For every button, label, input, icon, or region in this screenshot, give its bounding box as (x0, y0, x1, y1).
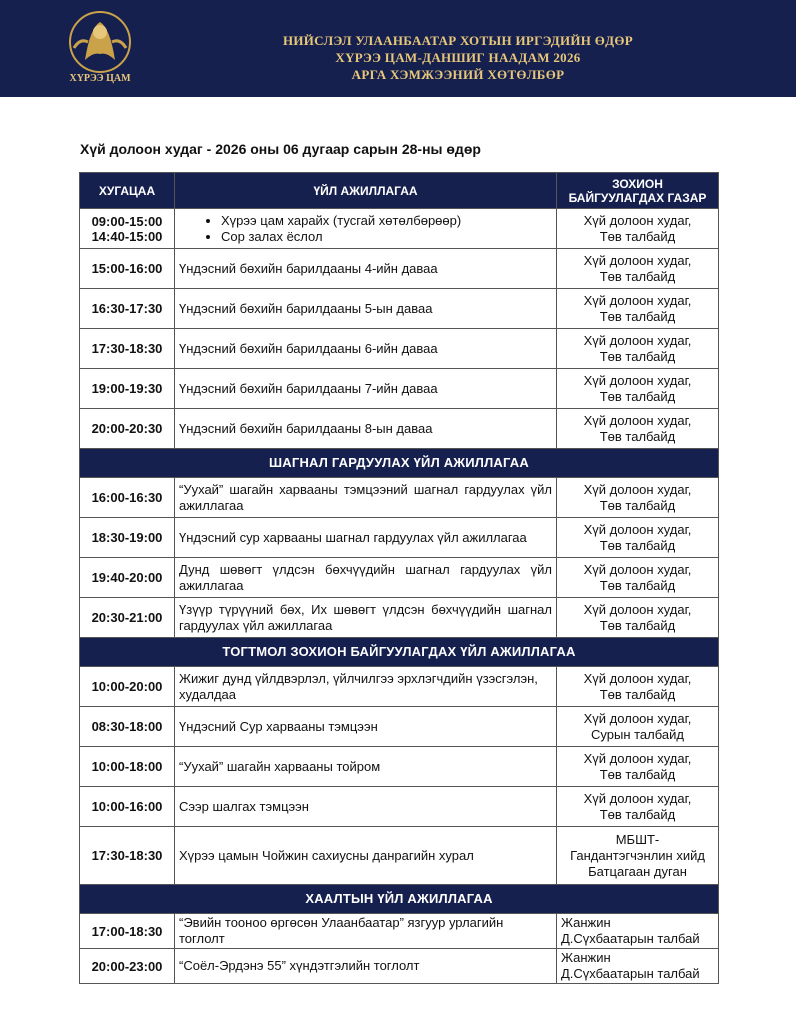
schedule-table (79, 172, 719, 984)
column-header-time: ХУГАЦАА (80, 173, 175, 209)
page-title (160, 32, 756, 83)
table-row (80, 949, 719, 984)
activity-cell: Үндэсний бөхийн барилдааны 6-ийн даваа (175, 329, 557, 369)
schedule-date-heading: Хүй долоон худаг - 2026 оны 06 дугаар сарын 28-ны өдөр (80, 141, 481, 157)
time-cell: 20:30-21:00 (80, 598, 175, 638)
activity-cell: Үндэсний сур харвааны шагнал гардуулах үйл ажиллагаа (175, 518, 557, 558)
time-cell: 08:30-18:00 (80, 707, 175, 747)
title-line-2: ХҮРЭЭ ЦАМ-ДАНШИГ НААДАМ 2026 (335, 50, 581, 65)
bullet-item: • Хүрээ цам харайх (тусгай хөтөлбөрөөр) (221, 213, 552, 229)
table-row (80, 747, 719, 787)
table-row (80, 478, 719, 518)
place-cell: МБШТ- Гандантэгчэнлин хийд Батцагаан дуган (557, 827, 719, 885)
place-cell: Хүй долоон худаг, Төв талбайд (557, 209, 719, 249)
place-cell: Хүй долоон худаг, Төв талбайд (557, 558, 719, 598)
activity-cell: Дунд шөвөгт үлдсэн бөхчүүдийн шагнал гардуулах үйл ажиллагаа (175, 558, 557, 598)
activity-cell: Жижиг дунд үйлдвэрлэл, үйлчилгээ эрхлэгчдийн үзэсгэлэн, худалдаа (175, 667, 557, 707)
title-line-3: АРГА ХЭМЖЭЭНИЙ ХӨТӨЛБӨР (351, 67, 565, 82)
activity-cell: Үндэсний бөхийн барилдааны 7-ийн даваа (175, 369, 557, 409)
place-cell: Хүй долоон худаг, Сурын талбайд (557, 707, 719, 747)
activity-cell: “Уухай” шагайн харвааны тойром (175, 747, 557, 787)
place-cell: Хүй долоон худаг, Төв талбайд (557, 369, 719, 409)
time-cell: 20:00-23:00 (80, 949, 175, 984)
place-cell: Хүй долоон худаг, Төв талбайд (557, 787, 719, 827)
section-title: ХААЛТЫН ҮЙЛ АЖИЛЛАГАА (80, 885, 719, 914)
place-cell: Хүй долоон худаг, Төв талбайд (557, 598, 719, 638)
logo-emblem-icon (60, 8, 140, 90)
column-header-activity: ҮЙЛ АЖИЛЛАГАА (175, 173, 557, 209)
table-header-row (80, 173, 719, 209)
section-title: ТОГТМОЛ ЗОХИОН БАЙГУУЛАГДАХ ҮЙЛ АЖИЛЛАГАА (80, 638, 719, 667)
table-row (80, 329, 719, 369)
section-header-row (80, 449, 719, 478)
table-row (80, 598, 719, 638)
activity-cell: Үндэсний бөхийн барилдааны 8-ын даваа (175, 409, 557, 449)
place-cell: Хүй долоон худаг, Төв талбайд (557, 518, 719, 558)
time-cell: 16:00-16:30 (80, 478, 175, 518)
place-cell: Хүй долоон худаг, Төв талбайд (557, 667, 719, 707)
table-row (80, 827, 719, 885)
time-cell: 15:00-16:00 (80, 249, 175, 289)
activity-cell: Үндэсний бөхийн барилдааны 5-ын даваа (175, 289, 557, 329)
time-cell: 19:40-20:00 (80, 558, 175, 598)
time-cell: 18:30-19:00 (80, 518, 175, 558)
place-cell: Хүй долоон худаг, Төв талбайд (557, 249, 719, 289)
table-row (80, 667, 719, 707)
activity-cell: Үндэсний Сур харвааны тэмцээн (175, 707, 557, 747)
activity-cell: “Соёл-Эрдэнэ 55” хүндэтгэлийн тоглолт (175, 949, 557, 984)
activity-cell: Үндэсний бөхийн барилдааны 4-ийн даваа (175, 249, 557, 289)
activity-cell: “Уухай” шагайн харвааны тэмцээний шагнал гардуулах үйл ажиллагаа (175, 478, 557, 518)
table-row (80, 249, 719, 289)
bullet-item: • Сор залах ёслол (221, 229, 552, 245)
place-cell: Хүй долоон худаг, Төв талбайд (557, 478, 719, 518)
table-row (80, 289, 719, 329)
header-banner (0, 0, 796, 97)
section-header-row (80, 638, 719, 667)
place-cell: Хүй долоон худаг, Төв талбайд (557, 409, 719, 449)
time-cell: 17:30-18:30 (80, 827, 175, 885)
place-cell: Хүй долоон худаг, Төв талбайд (557, 289, 719, 329)
table-row (80, 787, 719, 827)
title-line-1: НИЙСЛЭЛ УЛААНБААТАР ХОТЫН ИРГЭДИЙН ӨДӨР (282, 33, 634, 48)
activity-cell: Үзүүр түрүүний бөх, Их шөвөгт үлдсэн бөхчүүдийн шагнал гардуулах үйл ажиллагаа (175, 598, 557, 638)
table-row (80, 558, 719, 598)
table-row (80, 518, 719, 558)
table-row (80, 369, 719, 409)
place-cell: Хүй долоон худаг, Төв талбайд (557, 329, 719, 369)
table-row (80, 209, 719, 249)
time-cell: 16:30-17:30 (80, 289, 175, 329)
time-cell: 10:00-16:00 (80, 787, 175, 827)
table-row (80, 409, 719, 449)
time-cell: 19:00-19:30 (80, 369, 175, 409)
activity-cell (175, 209, 557, 249)
activity-cell: Сээр шалгах тэмцээн (175, 787, 557, 827)
place-cell: Жанжин Д.Сүхбаатарын талбай (557, 914, 719, 949)
time-cell: 17:30-18:30 (80, 329, 175, 369)
activity-cell: Хүрээ цамын Чойжин сахиусны данрагийн хурал (175, 827, 557, 885)
section-title: ШАГНАЛ ГАРДУУЛАХ ҮЙЛ АЖИЛЛАГАА (80, 449, 719, 478)
time-cell: 10:00-20:00 (80, 667, 175, 707)
time-cell: 09:00-15:00 14:40-15:00 (80, 209, 175, 249)
activity-cell: “Эвийн тооноо өргөсөн Улаанбаатар” язгуур урлагийн тоглолт (175, 914, 557, 949)
place-cell: Жанжин Д.Сүхбаатарын талбай (557, 949, 719, 984)
table-row (80, 914, 719, 949)
time-cell: 17:00-18:30 (80, 914, 175, 949)
logo-text: ХҮРЭЭ ЦАМ (69, 73, 131, 84)
time-cell: 10:00-18:00 (80, 747, 175, 787)
table-row (80, 707, 719, 747)
section-header-row (80, 885, 719, 914)
time-cell: 20:00-20:30 (80, 409, 175, 449)
column-header-place: ЗОХИОН БАЙГУУЛАГДАХ ГАЗАР (557, 173, 719, 209)
place-cell: Хүй долоон худаг, Төв талбайд (557, 747, 719, 787)
